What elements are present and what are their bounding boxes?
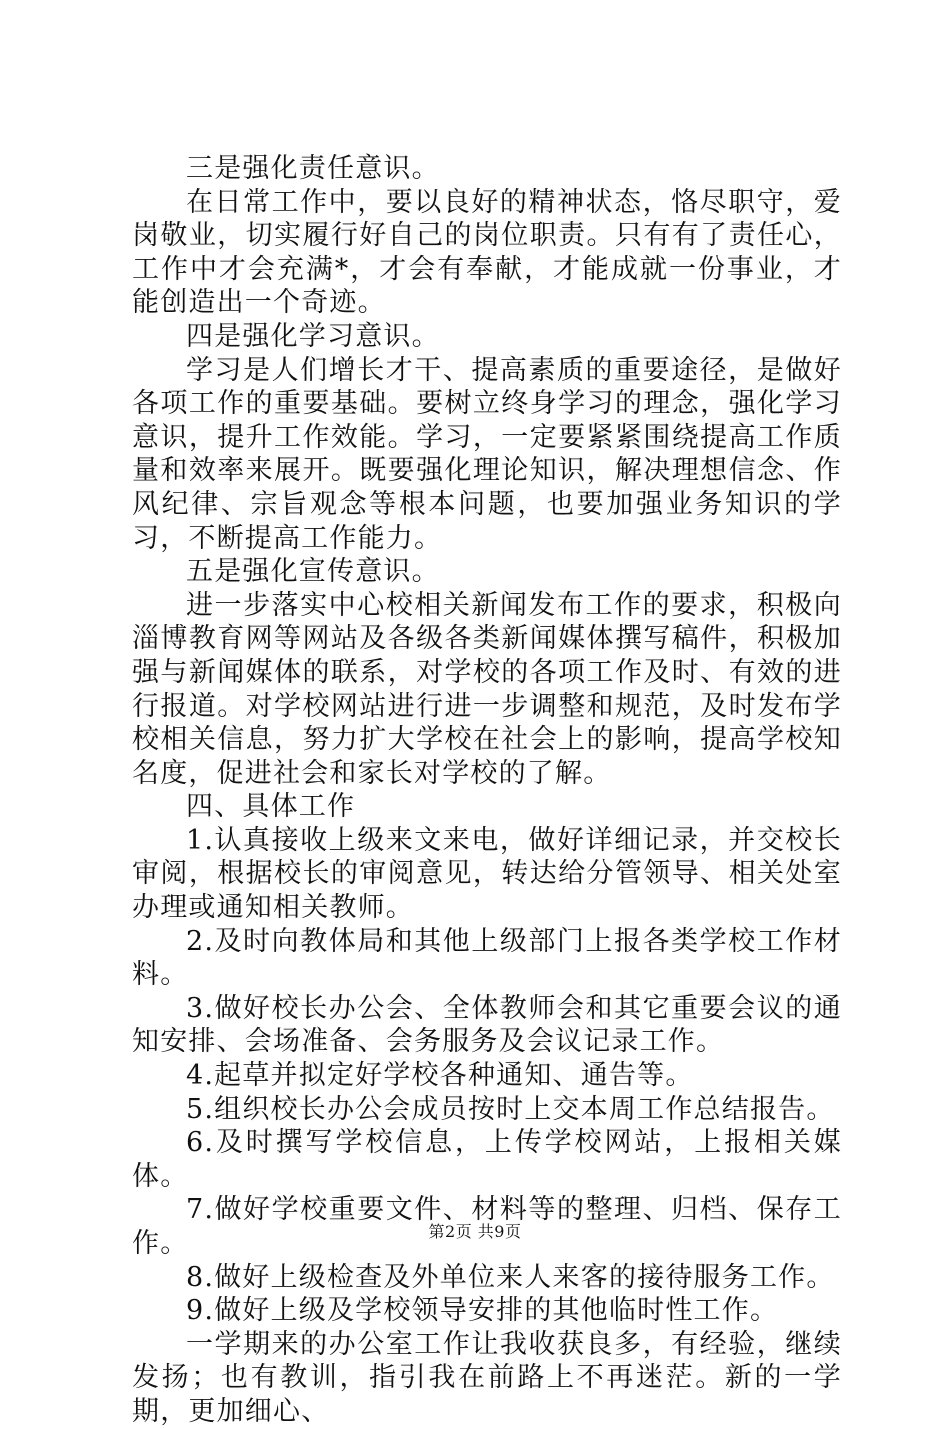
paragraph: 学习是人们增长才干、提高素质的重要途径，是做好各项工作的重要基础。要树立终身学习的理念，强化学习意识，提升工作效能。学习，一定要紧紧围绕提高工作质量和效率来展开。既要强化理论知识，解决理想信念、作风纪律、宗旨观念等根本问题，也要加强业务知识的学习，不断提高工作能力。 (132, 354, 842, 554)
paragraph: 在日常工作中，要以良好的精神状态，恪尽职守，爱岗敬业，切实履行好自己的岗位职责。只有有了责任心，工作中才会充满*，才会有奉献，才能成就一份事业，才能创造出一个奇迹。 (132, 186, 842, 319)
paragraph: 一学期来的办公室工作让我收获良多，有经验，继续发扬；也有教训，指引我在前路上不再迷茫。新的一学期，更加细心、 (132, 1328, 842, 1427)
list-item: 4.起草并拟定好学校各种通知、通告等。 (186, 1060, 694, 1092)
list-item: 2.及时向教体局和其他上级部门上报各类学校工作材料。 (132, 925, 842, 991)
list-item: 3.做好校长办公会、全体教师会和其它重要会议的通知安排、会场准备、会务服务及会议记录工作。 (132, 992, 842, 1058)
list-item: 1.认真接收上级来文来电，做好详细记录，并交校长审阅，根据校长的审阅意见，转达给分管领导、相关处室办理或通知相关教师。 (132, 824, 842, 924)
list-item: 7.做好学校重要文件、材料等的整理、归档、保存工作。 (132, 1194, 842, 1259)
list-item: 5.组织校长办公会成员按时上交本周工作总结报告。 (186, 1093, 835, 1125)
list-item: 6.及时撰写学校信息，上传学校网站，上报相关媒体。 (132, 1127, 842, 1192)
list-item: 8.做好上级检查及外单位来人来客的接待服务工作。 (186, 1261, 835, 1293)
paragraph: 三是强化责任意识。 (186, 153, 440, 184)
section-heading: 四、具体工作 (186, 791, 356, 823)
paragraph: 五是强化宣传意识。 (186, 556, 440, 588)
paragraph: 进一步落实中心校相关新闻发布工作的要求，积极向淄博教育网等网站及各级各类新闻媒体撰写稿件，积极加强与新闻媒体的联系，对学校的各项工作及时、有效的进行报道。对学校网站进行进一步调整和规范，及时发布学校相关信息，努力扩大学校在社会上的影响，提高学校知名度，促进社会和家长对学校的了解。 (132, 589, 842, 789)
list-item: 9.做好上级及学校领导安排的其他临时性工作。 (186, 1295, 779, 1327)
page-number: 第2页 共9页 (428, 1222, 522, 1241)
paragraph: 四是强化学习意识。 (186, 320, 440, 352)
